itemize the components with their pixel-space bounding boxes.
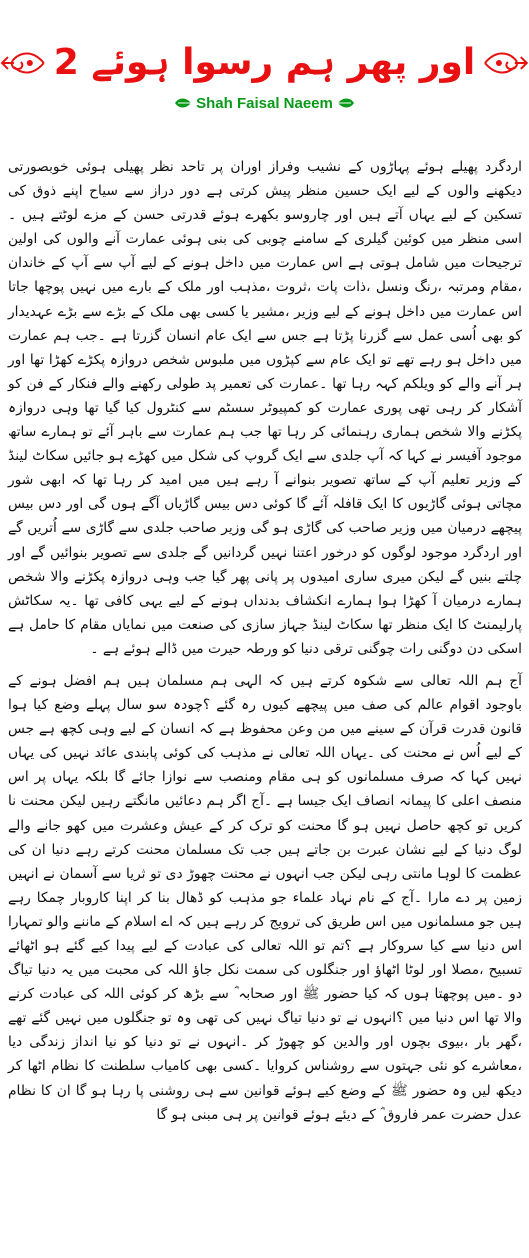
floral-ornament-right-icon: [483, 43, 529, 83]
leaf-ornament-left-icon: [174, 96, 192, 110]
article-header: [0, 30, 529, 96]
article-title: اور پھر ہم رسوا ہوئے 2: [53, 42, 476, 83]
article-body: [8, 155, 522, 1127]
leaf-ornament-right-icon: [337, 96, 355, 110]
article-paragraph-1: اردگرد پھیلے ہوئے پہاڑوں کے نشیب وفراز اوران پر تاحد نظر پھیلی ہوئی خوبصورتی دیکھنے والوں کے لیے ایک حسین منظر پیش کرتی ہے دور دراز سے سیاح اپنے ذوق کی تسکین کے لیے یہاں آتے ہیں اور چاروسو بکھرے ہوئے قدرتی حسن کے مزے لوٹتے ہیں ۔اسی منظر میں کوئین گیلری کے سامنے چوبی کی بنی ہوئی عمارت آنے والوں کی اولین ترجیحات میں شامل ہوتی ہے اس عمارت میں داخل ہونے کے لیے آپ سے آپ کے خاندان ،مقام ومرتبہ ،رنگ ونسل ،ذات پات ،ثروت ،مذہب اور ملک کے بارے میں نہیں پوچھا جاتا اس عمارت میں داخل ہونے کے لیے وزیر ،مشیر یا کسی بھی ملک کے بڑے سے بڑے عہدیدار کو بھی اُسی عمل سے گزرنا پڑتا ہے جس سے ایک عام انسان گزرتا ہے ۔جب ہم عمارت میں داخل ہو رہے تھے تو ایک عام سے کپڑوں میں ملبوس شخص دروازہ پکڑے کھڑا تھا اور ہر آنے والے کو ویلکم کہہ رہا تھا ۔عمارت کی تعمیر پد طولی رکھنے والے فنکار کے فن کو آشکار کر رہی تھی پوری عمارت کو کمپیوٹر سسٹم سے کنٹرول کیا گیا تھا وہی دروازہ پکڑنے والا شخص ہماری رہنمائی کر رہا تھا جب ہم عمارت سے باہر آئے تو ہمارے ساتھ موجود آفیسر نے کہا کہ آپ جلدی سے ایک گروپ کی شکل میں کھڑے ہو جائیں سکاٹ لینڈ کے وزیر تعلیم آپ کے ساتھ تصویر بنوانے آ رہے ہیں میں امید کر رہا تھا کہ ابھی شور مچاتی ہوئی گاڑیوں کا ایک قافلہ آئے گا کوئی دس بیس گاڑیاں آگے ہوں گی اور دس بیس پیچھے درمیان میں وزیر صاحب کی گاڑی ہو گی وزیر صاحب جلدی سے گاڑی سے اُتریں گے اور اردگرد موجود لوگوں کو درخور اعتنا نہیں گردانیں گے جلدی سے تصویر بنوائیں گے اور چلتے بنیں گے لیکن میری ساری امیدوں پر پانی پھر گیا جب وہی دروازہ پکڑنے والا شخص ہمارے درمیان آ کھڑا ہوا ہمارے انکشاف بدنداں ہونے کے لیے یہی کافی تھا ۔یہ سکاٹش پارلیمنٹ کا ایک منظر تھا سکاٹ لینڈ جہاز سازی کی صنعت میں نمایاں مقام کا حامل ہے اسکی دن دوگنی رات چوگنی ترقی دنیا کو ورطہ حیرت میں ڈالے ہوئے ہے ۔: [8, 159, 522, 657]
floral-ornament-left-icon: [0, 43, 46, 83]
article-paragraph-2: آج ہم اللہ تعالی سے شکوہ کرتے ہیں کہ الہی ہم مسلمان ہیں ہم افضل ہونے کے باوجود اقوام عالم کی صف میں پیچھے کیوں رہ گئے ؟چودہ سو سال پہلے وضع کیا ہوا قانون قدرت قرآن کے سینے میں من وعن محفوظ ہے کہ انسان کے لیے وہی کچھ ہے جس کے لیے اُس نے محنت کی ۔یہاں اللہ تعالی نے مذہب کی کوئی پابندی عائد نہیں کی یہاں نہیں کہا کہ صرف مسلمانوں کو ہی مقام ومنصب سے نوازا جائے گا بلکہ یہاں پر اس منصف اعلی کا پیمانہ انصاف ایک جیسا ہے ۔آج اگر ہم دعائیں مانگتے رہیں لیکن محنت نا کریں تو کچھ حاصل نہیں ہو گا محنت کو ترک کر کے عیش وعشرت میں کھو جانے والے لوگ دنیا کے لیے نشان عبرت بن جاتے ہیں جب تک مسلمان محنت کرتے رہے دنیا ان کی عظمت کا لوہا مانتی رہی لیکن جب انہوں نے محنت چھوڑ دی تو ثریا سے آسمان نے انہیں زمین پر دے مارا ۔آج کے نام نہاد علماء جو مذہب کو ڈھال بنا کر اپنا کاروبار چمکا رہے ہیں جو مسلمانوں میں اس طریق کی ترویج کر رہے ہیں کہ اے اسلام کے ماننے والو تمہارا اس دنیا سے کیا سروکار ہے ؟تم تو اللہ تعالی کی عبادت کے لیے پیدا کیے گئے ہو اٹھائے تسبیح ،مصلا اور لوٹا اٹھاؤ اور جنگلوں کی سمت نکل جاؤ اللہ کی محبت میں یہ دنیا تیاگ دو ۔میں پوچھتا ہوں کہ کیا حضور ﷺ اور صحابہ ؓ سے بڑھ کر کوئی اللہ کی عبادت کرنے والا تھا اس دنیا میں ؟انہوں نے تو دنیا تیاگ نہیں کی تھی وہ تو جنگلوں میں نہیں گئے تھے ،گھر بار ،بیوی بچوں اور والدین کو چھوڑ کر ۔انہوں نے تو دنیا کو نیا انداز زندگی دیا ،معاشرے کو نئی جہتوں سے روشناس کروایا ۔کسی بھی کامیاب سلطنت کا نظام اٹھا کر دیکھ لیں وہ حضور ﷺ کے وضع کیے ہوئے قوانین سے ہی روشنی پا رہا ہو گا ان کا نظام عدل حضرت عمر فاروق ؓ کے دیئے ہوئے قوانین پر ہی مبنی ہو گا: [8, 672, 522, 1123]
author-byline: [0, 92, 529, 114]
paragraph-spacer: [8, 661, 522, 669]
author-name: Shah Faisal Naeem: [196, 94, 333, 112]
